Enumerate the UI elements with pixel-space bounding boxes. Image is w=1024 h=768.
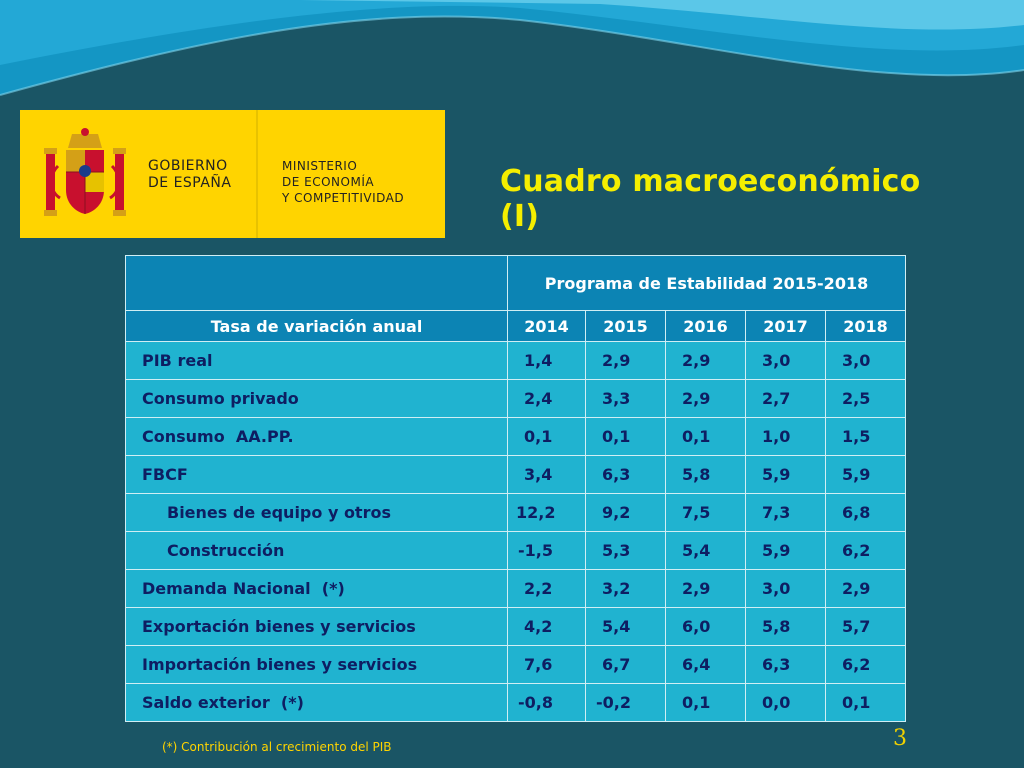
table-cell: 3,3 [586,380,666,418]
table-cell: 0,1 [586,418,666,456]
ministerio-text [282,158,404,206]
table-cell: 7,6 [508,646,586,684]
slide-title: Cuadro macroeconómico (I) [500,164,921,234]
table-cell: 2,9 [666,380,746,418]
table-cell: 6,3 [746,646,826,684]
year-header: 2015 [586,311,666,342]
row-label: Demanda Nacional (*) [126,570,508,608]
table-cell: 1,0 [746,418,826,456]
table-cell: 2,2 [508,570,586,608]
header-empty-cell [126,256,508,311]
table-cell: 6,2 [826,646,906,684]
row-label: Consumo AA.PP. [126,418,508,456]
table-cell: 6,7 [586,646,666,684]
table-cell: 6,8 [826,494,906,532]
table-row [126,456,906,494]
table-cell: 6,3 [586,456,666,494]
table-cell: 12,2 [508,494,586,532]
program-header: Programa de Estabilidad 2015-2018 [508,256,906,311]
row-label: Exportación bienes y servicios [126,608,508,646]
table-cell: 6,2 [826,532,906,570]
year-header: 2014 [508,311,586,342]
table-cell: 0,1 [508,418,586,456]
table-cell: -0,2 [586,684,666,722]
table-cell: 1,5 [826,418,906,456]
table-cell: 3,0 [826,342,906,380]
table-cell: 7,3 [746,494,826,532]
table-row [126,418,906,456]
table-cell: 5,9 [746,532,826,570]
table-row [126,494,906,532]
row-label: FBCF [126,456,508,494]
table-row [126,684,906,722]
table-cell: 6,4 [666,646,746,684]
row-label: Importación bienes y servicios [126,646,508,684]
table-cell: 3,0 [746,342,826,380]
table-cell: 3,2 [586,570,666,608]
table-row [126,532,906,570]
macro-table [125,255,906,722]
gobierno-line-1: GOBIERNO [148,158,228,174]
table-cell: 0,0 [746,684,826,722]
table-cell: 5,4 [586,608,666,646]
table-cell: 5,3 [586,532,666,570]
table-cell: 2,4 [508,380,586,418]
row-label: Saldo exterior (*) [126,684,508,722]
table-cell: 0,1 [666,684,746,722]
table-cell: -1,5 [508,532,586,570]
table-cell: 0,1 [666,418,746,456]
table-cell: 2,9 [666,570,746,608]
table-cell: 5,8 [746,608,826,646]
header-wave-decoration [0,0,1024,110]
row-header-label: Tasa de variación anual [126,311,508,342]
table-cell: 2,9 [666,342,746,380]
table-cell: 7,5 [666,494,746,532]
ministerio-line-2: DE ECONOMÍA [282,175,375,189]
table-row [126,342,906,380]
table-cell: 2,9 [826,570,906,608]
table-cell: 5,4 [666,532,746,570]
table-cell: 2,7 [746,380,826,418]
table-row [126,380,906,418]
table-cell: 2,5 [826,380,906,418]
table-cell: 5,8 [666,456,746,494]
table-years-row [126,311,906,342]
table-cell: 5,9 [746,456,826,494]
year-header: 2016 [666,311,746,342]
gobierno-espana-text [148,158,231,192]
table-cell: 1,4 [508,342,586,380]
table-row [126,646,906,684]
logo-divider [256,110,258,238]
table-cell: 3,4 [508,456,586,494]
year-header: 2018 [826,311,906,342]
gobierno-line-2: DE ESPAÑA [148,175,232,191]
table-cell: -0,8 [508,684,586,722]
ministerio-line-3: Y COMPETITIVIDAD [282,191,405,205]
table-row [126,570,906,608]
row-label: Consumo privado [126,380,508,418]
table-header-row [126,256,906,311]
gobierno-espana-logo [20,110,445,238]
coat-of-arms-icon [42,126,128,222]
table-cell: 4,2 [508,608,586,646]
ministerio-line-1: MINISTERIO [282,159,358,173]
table-cell: 6,0 [666,608,746,646]
year-header: 2017 [746,311,826,342]
row-label: Bienes de equipo y otros [126,494,508,532]
table-row [126,608,906,646]
footnote: (*) Contribución al crecimiento del PIB [162,740,392,754]
table-cell: 9,2 [586,494,666,532]
row-label: Construcción [126,532,508,570]
table-cell: 0,1 [826,684,906,722]
page-number: 3 [893,726,907,751]
table-cell: 2,9 [586,342,666,380]
table-cell: 5,9 [826,456,906,494]
table-cell: 5,7 [826,608,906,646]
table-cell: 3,0 [746,570,826,608]
row-label: PIB real [126,342,508,380]
